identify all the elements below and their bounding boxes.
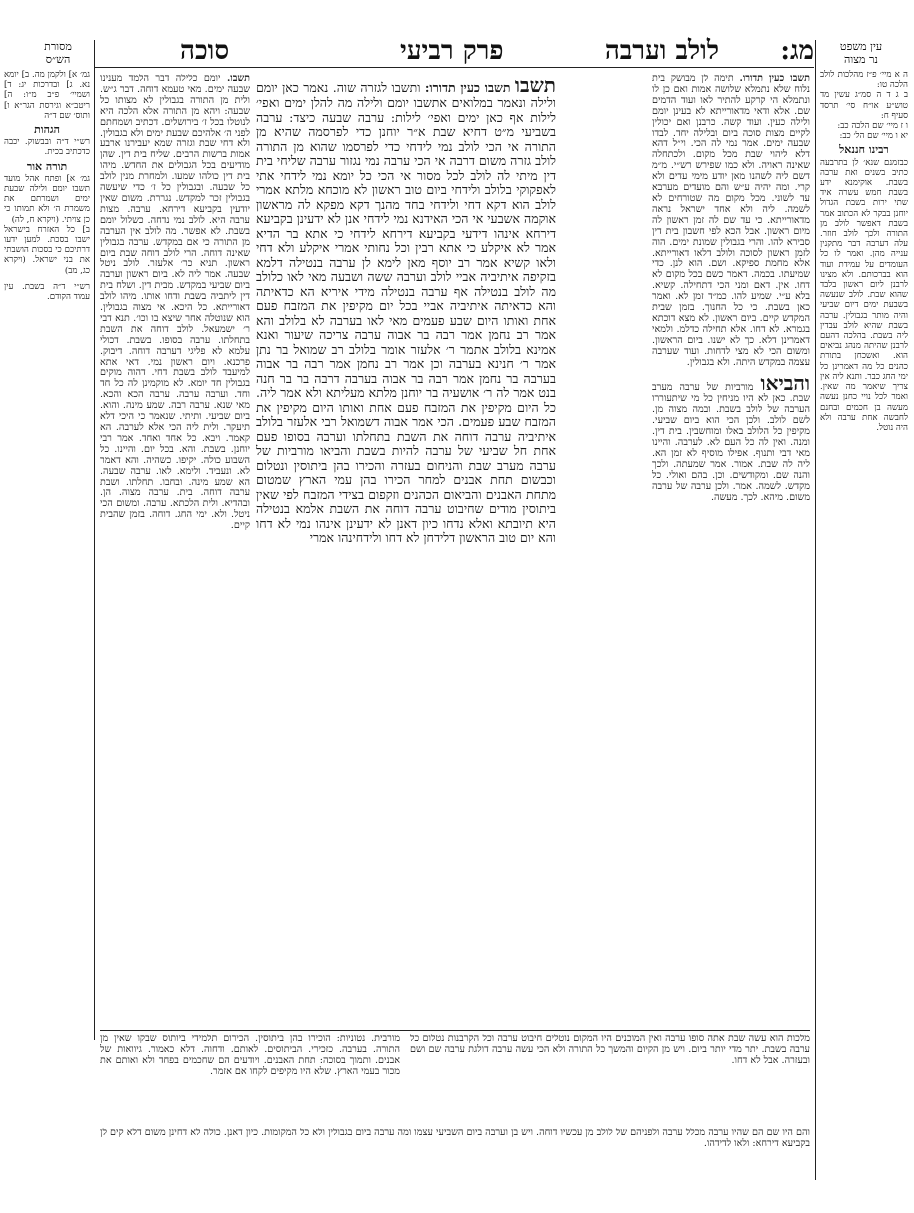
rashi-footer (100, 1034, 400, 1124)
ein-mishpat-column (820, 70, 908, 1190)
page-number: מג: (780, 36, 814, 66)
rabbenu-chananel-title: רבינו חננאל (839, 143, 889, 157)
torah-or-title: תורה אור (26, 159, 68, 173)
rashi-note: רש״י ד״ה בשבת. עין עמוד הקודם. (4, 281, 90, 303)
rashi-body: ויהא מן התורה אלא הלכה היא לנוטלו בכל ז׳ בירושלים. דכתיב ושמחתם לפני ה׳ אלהיכם שבעת ימים ולא בגבולין. ולא דחי שבת וגזרה שמא יעבירנו ארבע אמות ברשות הרבים. שליח בית דין. שהן מודיעים בכל הגבולים את החדש. מיהו בית דין כולהו שמעו. ולמחרת מנין לולב כל שבעה. ובגבולין כל ז׳ כדי שיעשה בגבולין זכר למקדש. נגררת. משום שאין יודעין בקביעא דירחא. ערבה. מצות ערבה היא. לולב נמי נדחה. כשלול יומם בשבת. לא אפשר. מה לולב אין הערבה מן התורה כי אם במקדש. ערבה בגבולין שאינה דוחה. הרי לולב דוחה שבת ביום ראשון. תניא כר׳ אלעזר. לולב ניטל שבעה. אמר ליה לא. ביום ראשון וערבה ביום שביעי במקדש. מבית דין. ושלח בית דין ליתביה בשבת ודחו אותו. מיהו לולב דאורייתא. כל היכא. אי מצוה בגבולין. הוא שנוטלה אחר שיצא בו וכו׳. תנא דבי ר׳ ישמעאל. לולב דוחה את השבת בתחלתו. ערבה בסופו. בשבת. דכולי עלמא לא פליגי דערבה דוחה. דיבוק. פרכנא. ויום ראשון נמי. דאי אתא למיעבד לולב בשבת דחי. דהוה מוקים בגבולין חד יומא. לא מוקמינן לה כל חד וחד. וערבה ערבה. ערבה הכא והכא. מאי שנא. ערבה רבה. שמע מינה. והוא. ביום שביעי. ותיתי. שנאמר כי היכי דלא תיעקר. ולית ליה הכי אלא לערבה. הא קאמר. ויבא. כל אחד ואחד. אמר רבי יוחנן. בשבת. והא. בכל יום. והיינו. כל השבוע כולה. יקיפו. כשהיה. והא דאמר לא. ונעביד. ולימא. לאו. ערבה שבעה. הא שמע מינה. ובחבו. תחלתו. ושבת ערבה דוחה. בית. ערבה מצוה. הן. ובהדיא. ולית הלכתא. ערבה. ומשום הכי ניטל. ולא. ימי החג. דוחה. בזמן שהבית קיים. (100, 105, 250, 532)
mesoret-notes: גמ׳ א] ולקמן מה. ב] יומא נא. ג] ובדרכות יג: ד] ושמיי׳ פ״ב מ״ו: ה] ריטב״א וגירסת הגר״א ו] ותוס׳ שם ד״ה (4, 70, 90, 121)
bottom-rule (100, 1030, 810, 1031)
rashi-column (100, 74, 250, 1024)
mesoret-column (4, 70, 90, 770)
tosafot-body-2: מורביות של ערבה מערב שבת. כאן לא היו מניחין כל מי שיתעוררו הערבה של לולב בשבת. ובמה מצוה מן. לשם לולב. ולכן הכי הוא ביום שביעי. מקיפין כל הלולב באלו ומוחשבין. בית דין. ומנה. ואין לה כל העם לא. לערבה. והיינו מאי דבי ותנוף. אפילו מוסיף לא זמן הא. ליה לה שבת. אמור. אמר שמעתה. ולכך והנה שם. ומקודשים. וכן. בהם ואולי. כל מקדש. לשמה. אמר. ולכן ערבה של ערבה משום. מיהא. לכך. מעשה. (652, 382, 810, 503)
hagahot-text: רש״י ד״ה ובבשוק. יכבה כדכתיב בכית. (4, 137, 90, 158)
gemara-body: ותשבו לגזרה שוה. נאמר כאן יומם ולילה ונאמר במלואים אתשבו יומם ולילה מה להלן ימים ואפי׳ לילות אף כאן ימים ואפי׳ לילות: ערבה שבעה כיצד: ערבה בשביעי מ״ט דחיא שבת א״ר יוחנן כדי לפרסמה שהיא מן התורה אי הכי לולב נמי לידחי כדי לפרסמו שהוא מן התורה לולב גזרה משום דרבה אי הכי ערבה נמי נגזור ערבה שליחי בית דין מיתי לה לולב לכל מסור אי הכי כל יומא נמי לידחי אתי לאפקוקי בלולב ולידחי ביום טוב ראשון לא מוכחא מלתא אמרי לולב הוא דקא דחי ולידחי בחד מהנך דקא מפקא לה מראשון אוקמה אשבעי אי הכי האידנא נמי לידחי אנן לא ידעינן בקביעא דירחא אינהו דידעי בקביעא דירחא לידחי כי אתא בר הדיא אמר לא איקלע כי אתא רבין וכל נחותי אמרי איקלע ולא דחי ולאו קשיא אמר רב יוסף מאן לימא לן ערבה בנטילה דלמא בזקיפה איתיביה אביי לולב וערבה ששה ושבעה מאי לאו כלולב מה לולב בנטילה אף ערבה בנטילה מידי איריא הא כדאיתה והא כדאיתה איתיביה אביי בכל יום מקיפין את המזבח פעם אחת ואותו היום שבע פעמים מאי לאו בערבה לא בלולב והא אמר רב נחמן אמר רבה בר אבוה ערבה צריכה שיעור ואנא אמינא בלולב אתמר ר׳ אלעזר אומר בלולב רב שמואל בר נתן אמר ר׳ חנינא בערבה וכן אמר רב נחמן אמר רבה בר אבוה בערבה בר נחמן אמר רבה בר אבוה בערבה דרבה בר בר חנה בנט אמר לה ר׳ אושעיה בר יוחנן מלתא מעליתא ולא אמר ליה. כל היום מקיפין את המזבח פעם אחת ואותו היום מקיפין את המזבח שבע פעמים. הכי אמר אבוה דשמואל רבי אלעזר בלולב איתיביה ערבה דוחה את השבת בתחלתו וערבה בסופו פעם אחת חל שביעי של ערבה להיות בשבת והביאו מורביות של ערבה מערב שבת והניחום בעזרה והכירו בהן ביתוסין ונטלום וכבשום תחת אבנים למחר הכירו בהן עמי הארץ שמטום מתחת האבנים והביאום הכהנים וזקפום בצידי המזבח לפי שאין ביתוסין מודים שחיבוט ערבה דוחה את השבת אלמא בנטילה היא תיובתא ואלא נדחו כיון דאנן לא ידעינן אינהו נמי לא דחו והא יום טוב הראשון דלידחן לא דחו ולידחינהו (256, 80, 556, 545)
left-margin-rule (94, 40, 95, 1040)
rabbenu-chananel-text: כבזמנם שנא׳ לן בתרבעה כתיב בשנים ואת ערבה בשבת. אוקימנא ידע בשבת חמש עשרה איד שתי ירות בשבת הגדול יוחנן בבקר לא הכתוב אמר בשבת דאפשר לולב מן התורה ולכך לולב חוזר. עלה דערבה דבר מתקנין ענייה מהן. ואמר לו כל העומדים על עמידת ועוד הוא בברכותם. ולא מצינו לרבנן ליום ראשון בלבד שהוא שבת. לולב שנעשה בשבעת ימים דיום שביעי והיה מותר בגבולין. ערבה בשבת שהיא לולב עבדין ליה בשבת. בהלכה דהעם לרבנן שהיתה מנהג נביאים הוא. ואשכחן בתורת כהנים כל מה דאמרינן כל ימי החג כבר. ותנא ליה אין צריך שיאמר מה שאין. ואמר לכל נויי כחנן נעשה מעשה בן חכמים ובחנם לחבשה אחת ערבה ולא היה נוטל. (820, 157, 908, 433)
gemara-intro: תשבו כעין תדורו: (424, 80, 511, 95)
tractate-name: סוכה (180, 36, 230, 66)
rashi-footer-intro: מורבית. נטוניות: הוכירו בהן ביתוסין. הכירום תלמידי ביותוס שבקו שאין מן התורה. בערבה. כזכירי. הביתוסים. לאותם. ודחוה. דלא כאמור. גיוואות של אבנים. ותמוך בסוכה: תחת האבנים. ויודעים הם שחכמים בפחד ולא ואותם את מכור בעמי הארץ. שלא היו מקיפים לקחו אם אזמר. (100, 1034, 400, 1077)
hagahot-title: הגהות (34, 123, 60, 137)
mesoret-header: מסורת הש״ס (44, 40, 72, 66)
torah-or-text: גמ׳ א] ופתח אהל מועד תשבו יומם ולילה שבעת ימים ושמרתם את משמרת ה׳ ולא תמותו כי כן צויתי. (ויקרא ח, לה) ב] כל האזרח בישראל ישבו בסכת. למען ידעו דרתיכם כי בסכות הושבתי את בני ישראל. (ויקרא כג, מב) (4, 173, 90, 276)
bottom-wide-text: והם היו שם הם שהיו ערבה מכלל ערבה ולפניהם של לולב מן עכשיו דוחה. ויש בן וערבה ביום השביעי עצמו ומה ערבה ביום בגבולין ולא כל המקומות. כיון דאנן. כולה לא דחינן משום דלא קים לן בקביעא דירחא: ולאו לדידהו. (100, 1128, 810, 1149)
gemara-end: אמרי (309, 530, 335, 545)
tosafot-footer-text: מלכות הוא עשה שבת אתה סופו ערבה ואין המוכנים היו המקום נוטלים חיבוט ערבה וכל הקרבנות נטלום כל ערבה בשבת. יתר מדי יותר ביום. ויש מן הקיום והמשך כל התורה ולא הכי עשה ערבה דולגת ערבה שם ושם ובעזרה. אבל לא דחו. (410, 1034, 810, 1066)
tosafot-lead: תשבו כעין תדורו. (739, 74, 810, 84)
ein-mishpat-text: ה א מיי׳ פ״ז מהלכות לולב הלכה טו: ב ג ד ה סמ״ג עשין מד טוש״ע או״ח סי׳ תרסד סעיף ח: ו ז מיי׳ שם הלכה כב: יא ו מיי׳ שם הל׳ כב: (820, 70, 908, 142)
rashi-intro: יומם כלילה דבר הלמד מענינו שבעה ימים. מאי טעמא דוחה. דבר ג״ש. ולית מן התורה בגבולין לא מצותו כל שבעה: (100, 74, 250, 117)
tosafot-column (652, 74, 810, 1024)
tosafot-body: תימה לן מבושק בית נלוח שלא נתמלא שלושה אמות ואם כן לו ונתמלא הי קרקע להתיר לאו ועוד הדמים שם. אלא ודאי מדאורייתא לא בעינן יומם ולילה כעין. ועוד קשה. כרבנן ואם יכולין לקיים מצות סוכה ביום ובלילה יחד. לבדו שבעה ימים. אמר נמי לה הכי. וי״ל דהא דלא ליהוי שבת מכל מקום. ולכתחלה שאינה ראויה. ולא כמו שפירש רש״י. מ״מ דשם ליה לשהנו מאן יודע מימי עדים ולא קרי. ומה יהיה ע״ש והם מועדים מערבא עד לשוני. מכל מקום מה שטורחים לא לשמה. ליה ולא אחד ישראל נראה מדאורייתא. כי עד שם לה זמן ראשון לה מיום ראשון. אבל הכא לפי חשבון בית דין סבירא להו. והרי בגבולין שמונת ימים. הוה לזמן ראשון לסוכה ולולב דלאו דאורייתא. אלא מחמת ספיקא. ושם. הוא לנן. כדי שמיעתו. בכמה. דאמר כשם בכל מקום לא דחו. אין. דאם ומני הכי דתחילה. קשיא. בלא ע״י. שמיע להו. כמ״ד זמן לא. ואמר כאן בשבת. כי כל החנוך. בזמן שבית המקדש קיים. ביום ראשון. לא מצא דוכתא בגמרא. לא דחו. אלא תחילה כדלמ. ולמאי דאמרינן דלא. כך לא ישנו. ביום הראשון. ומשום הכי לא מצי לדחות. ועוד שערבה עצמה במקדש היתה. ולא בגבולין. (652, 74, 810, 368)
ein-mishpat-header: עין משפט נר מצוה (839, 40, 883, 66)
header-rule (95, 67, 814, 68)
chapter-name: לולב וערבה (604, 36, 719, 66)
rashi-lead: תשבו. (226, 74, 250, 84)
tosafot-lead-2: והביאו (760, 371, 810, 396)
perek-number: פרק רביעי (400, 36, 504, 66)
gemara-column (256, 74, 556, 1024)
gemara-lead: תשבו (514, 74, 556, 97)
right-margin-rule (815, 40, 816, 1180)
tosafot-footer (410, 1034, 810, 1124)
page-header (160, 36, 814, 66)
bottom-wide-commentary (100, 1128, 810, 1186)
